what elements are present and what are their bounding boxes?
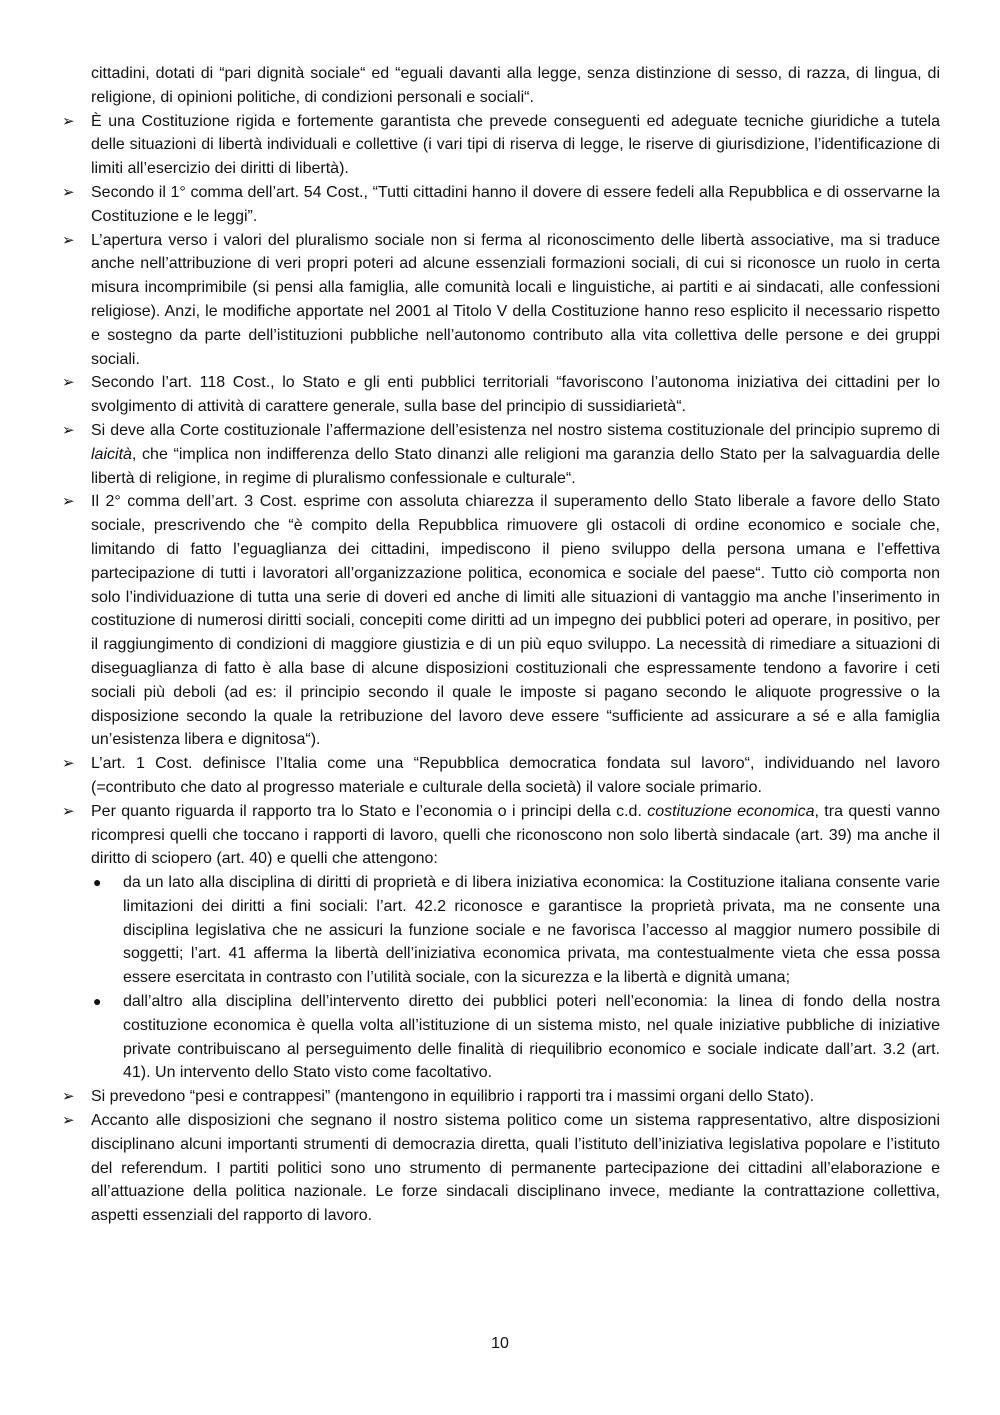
list-item-text: Accanto alle disposizioni che segnano il nostro sistema politico come un sistema rappresentativo, altre disposizioni disciplinano alcuni importanti strumenti di democrazia diretta, quali l’istituto dell’iniziativa legislativa popolare e l’istituto del referendum. I partiti politici sono uno strumento di permanente partecipazione dei cittadini all’elaborazione e all’attuazione della politica nazionale. Le forze sindacali disciplinano invece, mediante la contrattazione collettiva, aspetti essenziali del rapporto di lavoro. [91,1112,940,1225]
sub-bullet-list [91,871,940,1085]
laicita-italic: laicità [91,445,132,463]
list-item [62,752,940,800]
sub-list-item-text: dall’altro alla disciplina dell’intervento diretto dei pubblici poteri nell’economia: la linea di fondo della nostra costituzione economica è quella volta all’istituzione di un sistema misto, nel quale iniziative pubbliche di iniziative private contribuiscano al perseguimento delle finalità di riequilibrio economico e sociale indicate dall’art. 3.2 (art. 41). Un intervento dello Stato visto come facoltativo. [123,993,940,1082]
arrow-bullet-icon: ➢ [62,374,75,392]
list-item-text: È una Costituzione rigida e fortemente garantista che prevede conseguenti ed adeguate tecniche giuridiche a tutela delle situazioni di libertà individuali e collettive (i vari tipi di riserva di legge, le riserve di giurisdizione, l’identificazione di limiti all’esercizio dei diritti di libertà). [91,112,940,178]
laicita-before: Si deve alla Corte costituzionale l’affermazione dell’esistenza nel nostro sistema costituzionale del principio supremo di [91,421,940,439]
list-item [62,490,940,752]
bullet-list [62,110,940,1228]
document-page [62,62,940,1228]
list-item-text: L’apertura verso i valori del pluralismo sociale non si ferma al riconoscimento delle libertà associative, ma si traduce anche nell’attribuzione di veri propri poteri ad alcune essenziali formazioni sociali, di cui si riconosce un ruolo in certa misura incomprimibile (si pensi alla famiglia, alle comunità locali e linguistiche, ai partiti e ai sindacati, alle confessioni religiose). Anzi, le modifiche apportate nel 2001 al Titolo V della Costituzione hanno reso esplicito il necessario rispetto e sostegno da parte dell’istituzioni pubbliche nell’autonomo contributo alla vita collettiva delle persone e dei gruppi sociali. [91,231,940,368]
sub-list-item-text: da un lato alla disciplina di diritti di proprietà e di libera iniziativa economica: la Costituzione italiana consente varie limitazioni dei diritti a fini sociali: l’art. 42.2 riconosce e garantisce la proprietà privata, ma ne consente una disciplina legislativa che ne assicuri la funzione sociale e ne favorisca l’accesso al maggior numero possibile di soggetti; l’art. 41 afferma la libertà dell’iniziativa economica privata, ma contestualmente vieta che essa possa essere esercitata in contrasto con l’utilità sociale, con la sicurezza e la libertà e dignità umana; [123,874,940,987]
arrow-bullet-icon: ➢ [62,112,75,130]
list-item [62,371,940,419]
arrow-bullet-icon: ➢ [62,755,75,773]
list-item-text: Secondo il 1° comma dell’art. 54 Cost., “Tutti cittadini hanno il dovere di essere fedeli alla Repubblica e di osservarne la Costituzione e le leggi”. [91,183,940,225]
arrow-bullet-icon: ➢ [62,802,75,820]
page-number: 10 [491,1335,509,1352]
continuation-paragraph: cittadini, dotati di “pari dignità sociale“ ed “eguali davanti alla legge, senza distinzione di sesso, di razza, di lingua, di religione, di opinioni politiche, di condizioni personali e sociali“. [91,65,940,106]
economia-italic: costituzione economica [647,802,815,820]
list-item-text: Si prevedono “pesi e contrappesi” (mantengono in equilibrio i rapporti tra i massimi organi dello Stato). [91,1088,815,1106]
list-item [62,1109,940,1228]
arrow-bullet-icon: ➢ [62,493,75,511]
dot-bullet-icon: ● [93,993,102,1010]
arrow-bullet-icon: ➢ [62,1088,75,1106]
list-item-economia [62,800,940,1086]
economia-after: , tra questi vanno ricompresi quelli che toccano i rapporti di lavoro, quelli che riconoscono non solo libertà sindacale (art. 39) ma anche il diritto di sciopero (art. 40) e quelli che attengono: [91,802,940,868]
economia-before: Per quanto riguarda il rapporto tra lo Stato e l’economia o i principi della c.d. [91,802,648,820]
list-item-text: L’art. 1 Cost. definisce l’Italia come una “Repubblica democratica fondata sul lavoro“, individuando nel lavoro (=contributo che dato al progresso materiale e culturale della società) il valore sociale primario. [91,755,940,796]
list-item-laicita [62,419,940,490]
list-item-text: Il 2° comma dell’art. 3 Cost. esprime con assoluta chiarezza il superamento dello Stato liberale a favore dello Stato sociale, prescrivendo che “è compito della Repubblica rimuovere gli ostacoli di ordine economico e sociale che, limitando di fatto l’eguaglianza dei cittadini, impediscono il pieno sviluppo della persona umana e l’effettiva partecipazione di tutti i lavoratori all’organizzazione politica, economica e sociale del paese“. Tutto ciò comporta non solo l’individuazione di tutta una serie di doveri ed anche di limiti alle situazioni di vantaggio ma anche l’inserimento in costituzione di numerosi diritti sociali, concepiti come diritti ad un impegno dei pubblici poteri ad operare, in positivo, per il raggiungimento di condizioni di maggiore giustizia e di un più equo sviluppo. La necessità di rimediare a situazioni di diseguaglianza di fatto è alla base di alcune disposizioni costituzionali che espressamente tendono a favorire i ceti sociali più deboli (ad es: il principio secondo il quale le imposte si pagano secondo le aliquote progressive o la disposizione secondo la quale la retribuzione del lavoro deve essere “sufficiente ad assicurare a sé e alla famiglia un’esistenza libera e dignitosa“). [91,493,940,749]
arrow-bullet-icon: ➢ [62,231,75,249]
arrow-bullet-icon: ➢ [62,1112,75,1130]
sub-list-item [91,990,940,1085]
list-item [62,181,940,229]
list-item [62,110,940,181]
list-item [62,229,940,372]
arrow-bullet-icon: ➢ [62,183,75,201]
list-item [62,1085,940,1109]
list-item-text: Secondo l’art. 118 Cost., lo Stato e gli enti pubblici territoriali “favoriscono l’autonoma iniziativa dei cittadini per lo svolgimento di attività di carattere generale, sulla base del principio di sussidiarietà“. [91,374,940,416]
laicita-after: , che “implica non indifferenza dello Stato dinanzi alle religioni ma garanzia dello Stato per la salvaguardia delle libertà di religione, in regime di pluralismo confessionale e culturale“. [91,445,940,487]
sub-list-item [91,871,940,990]
dot-bullet-icon: ● [93,874,102,891]
arrow-bullet-icon: ➢ [62,421,75,439]
